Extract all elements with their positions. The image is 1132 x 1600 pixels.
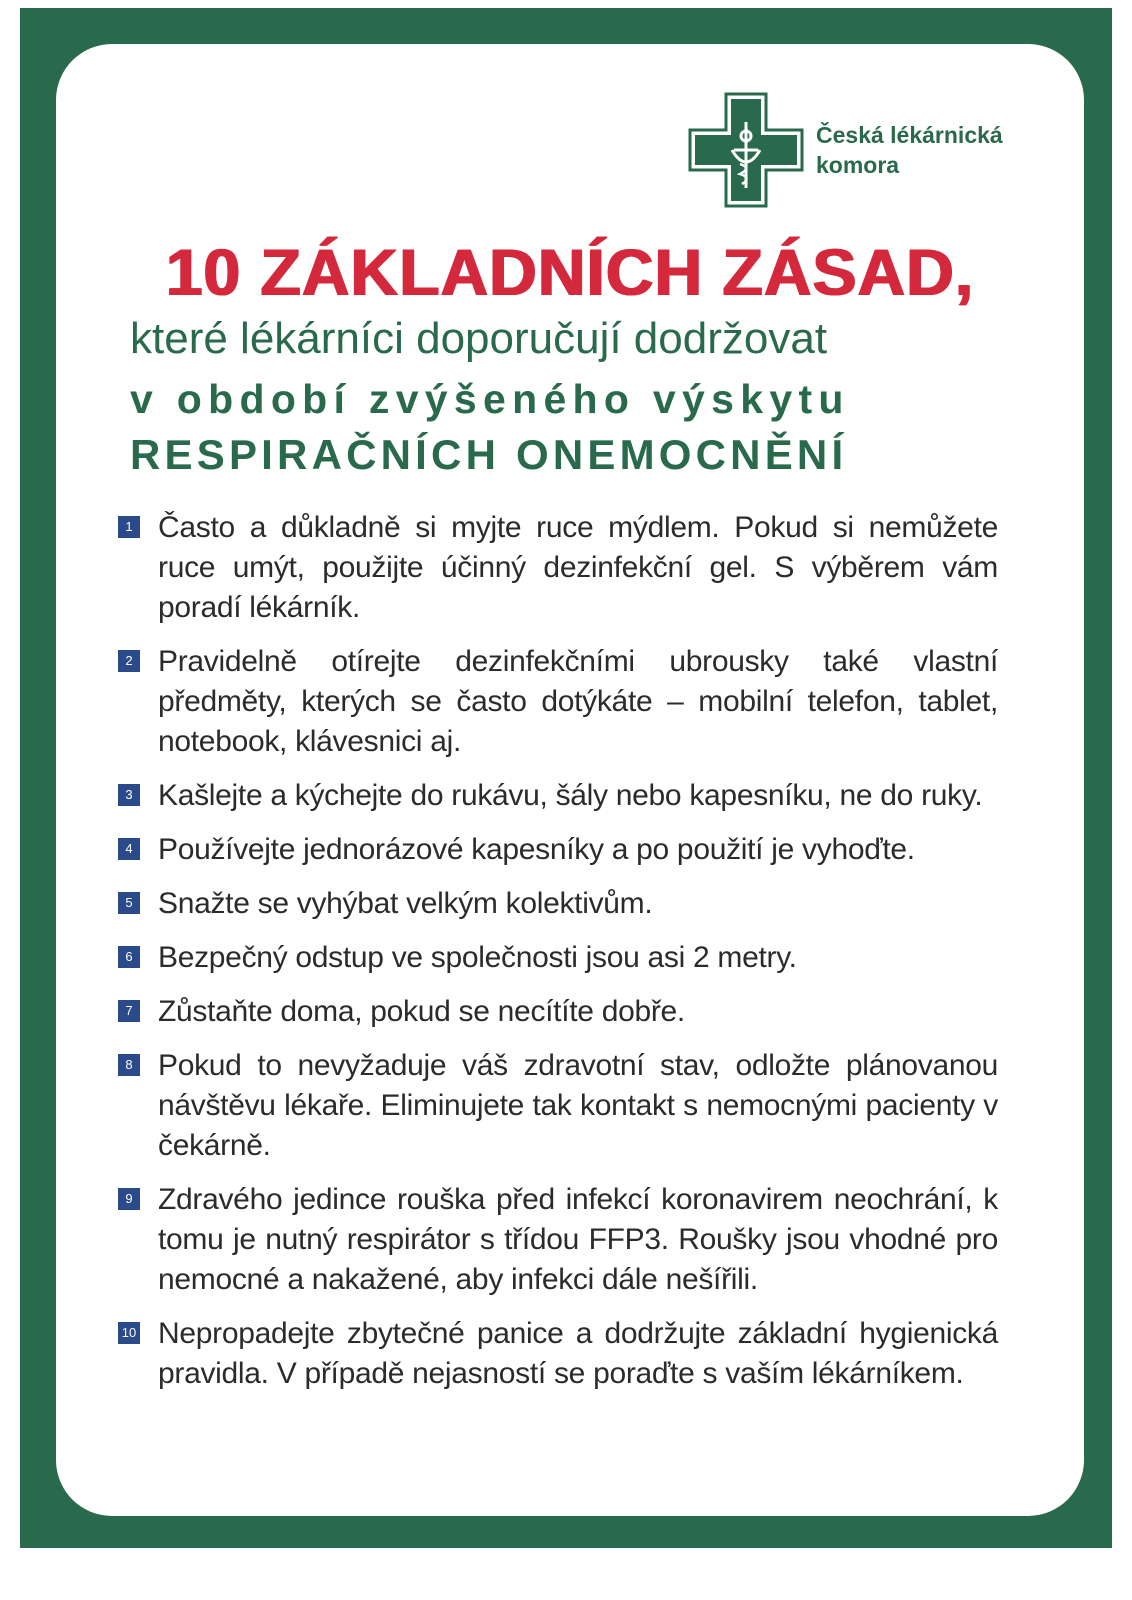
logo-name-line2: komora bbox=[816, 152, 900, 178]
rule-text: Nepropadejte zbytečné panice a dodržujte základní hygienická pravidla. V případě nejasností se poraďte s vaším lékárníkem. bbox=[158, 1317, 998, 1390]
rule-number-badge: 5 bbox=[118, 892, 140, 914]
pharmacy-cross-icon bbox=[688, 92, 804, 208]
rule-text: Používejte jednorázové kapesníky a po použití je vyhoďte. bbox=[158, 833, 915, 866]
rule-number-badge: 3 bbox=[118, 784, 140, 806]
logo-name-line1: Česká lékárnická bbox=[816, 122, 1003, 148]
poster-subtitle-diseases: RESPIRAČNÍCH ONEMOCNĚNÍ bbox=[130, 431, 848, 478]
rule-item bbox=[118, 1180, 998, 1300]
rule-text: Zůstaňte doma, pokud se necítíte dobře. bbox=[158, 995, 685, 1028]
rule-item bbox=[118, 992, 998, 1032]
rule-number-badge: 7 bbox=[118, 1000, 140, 1022]
rule-item bbox=[118, 830, 998, 870]
rule-text: Pokud to nevyžaduje váš zdravotní stav, odložte plánovanou návštěvu lékaře. Eliminujete tak kontakt s nemocnými pacienty v čekárně. bbox=[158, 1049, 998, 1162]
rule-number-badge: 6 bbox=[118, 946, 140, 968]
rule-item bbox=[118, 1046, 998, 1166]
rule-text: Zdravého jedince rouška před infekcí koronavirem neochrání, k tomu je nutný respirátor s třídou FFP3. Roušky jsou vhodné pro nemocné a nakažené, aby infekci dále nešířili. bbox=[158, 1183, 998, 1296]
rule-item bbox=[118, 1314, 998, 1394]
rule-number-badge: 4 bbox=[118, 838, 140, 860]
rule-number-badge: 1 bbox=[118, 516, 140, 538]
rule-text: Kašlejte a kýchejte do rukávu, šály nebo kapesníku, ne do ruky. bbox=[158, 779, 983, 812]
rule-number-badge: 9 bbox=[118, 1188, 140, 1210]
poster-title: 10 ZÁKLADNÍCH ZÁSAD, bbox=[165, 235, 975, 309]
poster-subtitle: které lékárníci doporučují dodržovat bbox=[130, 314, 828, 363]
poster-subtitle-period: v období zvýšeného výskytu bbox=[130, 376, 850, 422]
rule-number-badge: 8 bbox=[118, 1054, 140, 1076]
rule-item bbox=[118, 938, 998, 978]
rule-item bbox=[118, 508, 998, 628]
rule-text: Snažte se vyhýbat velkým kolektivům. bbox=[158, 887, 653, 920]
rule-text: Často a důkladně si myjte ruce mýdlem. Pokud si nemůžete ruce umýt, použijte účinný dezinfekční gel. S výběrem vám poradí lékárník. bbox=[158, 511, 998, 624]
rule-item bbox=[118, 642, 998, 762]
chamber-logo bbox=[688, 92, 1018, 212]
rule-item bbox=[118, 776, 998, 816]
rule-number-badge: 10 bbox=[118, 1322, 140, 1344]
rule-text: Pravidelně otírejte dezinfekčními ubrousky také vlastní předměty, kterých se často dotýkáte – mobilní telefon, tablet, notebook, klávesnici aj. bbox=[158, 645, 998, 758]
rule-item bbox=[118, 884, 998, 924]
rule-text: Bezpečný odstup ve společnosti jsou asi 2 metry. bbox=[158, 941, 797, 974]
logo-name bbox=[816, 120, 1003, 180]
rule-number-badge: 2 bbox=[118, 650, 140, 672]
rules-list bbox=[118, 508, 998, 1408]
